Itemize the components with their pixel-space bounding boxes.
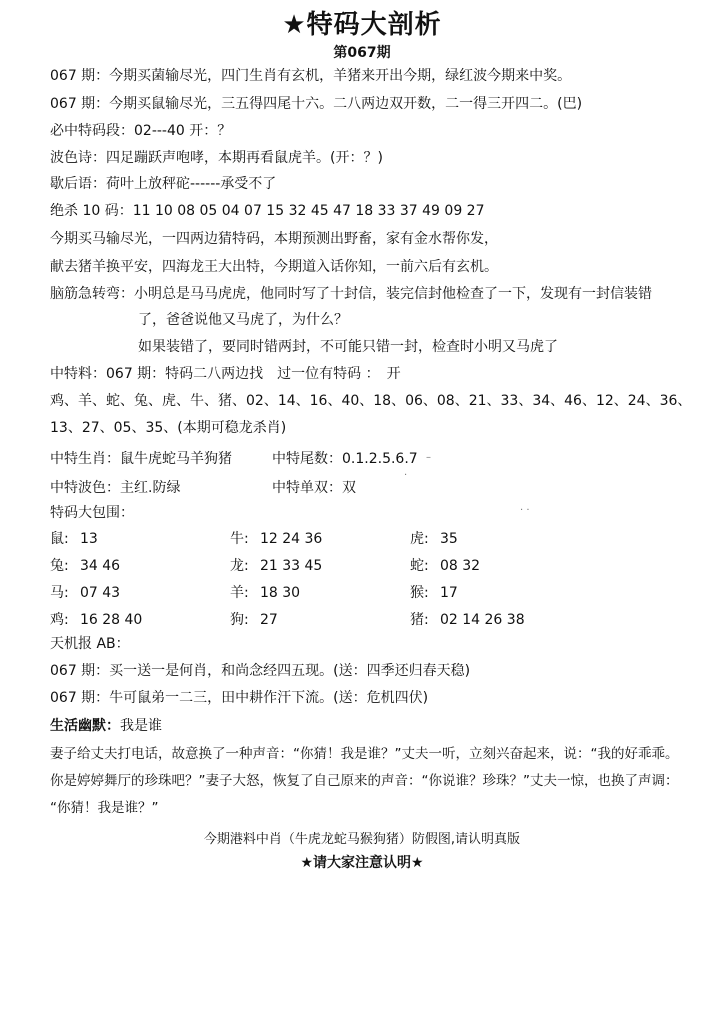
grid-row [50, 551, 610, 578]
humor-heading [50, 716, 162, 736]
wave-color-poem: 波色诗：四足蹦跃声咆哮，本期再看鼠虎羊。(开：？) [50, 150, 383, 166]
grid-cell [230, 555, 410, 575]
grid-cell [410, 555, 590, 575]
zodiac-label: 兔: [50, 557, 69, 574]
grid-cell [230, 609, 410, 629]
recommended-list-2: 13、27、05、35、(本期可稳龙杀肖) [50, 420, 287, 436]
must-win-range: 必中特码段：02---40 开：？ [50, 123, 232, 139]
riddle-question-cont: 了，爸爸说他又马虎了，为什么？ [138, 312, 348, 328]
scan-speck: · [404, 470, 408, 481]
page-title: ★特码大剖析 [282, 10, 442, 40]
zodiac-label: 狗: [230, 611, 249, 628]
humor-text-1: 妻子给丈夫打电话，故意换了一种声音：“你猜！我是谁？”丈夫一听，立刻兴奋起来，说：“我的好乖乖。 [50, 746, 679, 762]
zodiac-label: 牛: [230, 530, 249, 547]
verse-line-2: 067 期：今期买鼠输尽光，三五得四尾十六。二八两边双开数，二一得三开四二。(巴) [50, 96, 583, 112]
zodiac-number-grid [50, 524, 610, 632]
zodiac-label: 马: [50, 584, 69, 601]
poem-line-1: 今期买马输尽光，一四两边猜特码，本期预测出野畜，家有金水帮你发， [50, 231, 498, 247]
proverb-line: 歇后语：荷叶上放秤砣------承受不了 [50, 176, 277, 192]
grid-cell [410, 528, 590, 548]
zodiac-numbers: 35 [440, 530, 458, 547]
grid-cell [50, 582, 230, 602]
grid-cell [50, 555, 230, 575]
humor-title: 我是谁 [120, 718, 162, 734]
poem-line-2: 献去猪羊换平安，四海龙王大出特，今期道入话你知，一前六后有玄机。 [50, 259, 498, 275]
grid-cell [410, 582, 590, 602]
zodiac-label: 鸡: [50, 611, 69, 628]
grid-cell [50, 528, 230, 548]
zodiac-numbers: 07 43 [80, 584, 121, 601]
riddle-question: 脑筋急转弯：小明总是马马虎虎，他同时写了十封信，装完信封他检查了一下，发现有一封信装错 [50, 286, 652, 302]
zodiac-numbers: 34 46 [80, 557, 121, 574]
authenticity-warning: ★请大家注意认明★ [300, 855, 424, 871]
zodiac-label: 虎: [410, 530, 429, 547]
special-zodiacs: 中特生肖：鼠牛虎蛇马羊狗猪 [50, 451, 232, 467]
grid-cell [230, 582, 410, 602]
zodiac-label: 蛇: [410, 557, 429, 574]
grid-row [50, 605, 610, 632]
zodiac-label: 猴: [410, 584, 429, 601]
zodiac-label: 鼠: [50, 530, 69, 547]
scan-speck: · · [520, 505, 530, 516]
riddle-answer: 如果装错了，要同时错两封，不可能只错一封，检查时小明又马虎了 [138, 339, 558, 355]
special-tail-numbers: 中特尾数：0.1.2.5.6.7 [272, 451, 418, 467]
grid-cell [230, 528, 410, 548]
tianji-heading: 天机报 AB： [50, 636, 130, 652]
grid-row [50, 524, 610, 551]
anti-fake-note: 今期港料中肖（牛虎龙蛇马猴狗猪）防假图,请认明真版 [203, 832, 521, 847]
zodiac-numbers: 21 33 45 [260, 557, 323, 574]
special-odd-even: 中特单双：双 [272, 480, 356, 496]
zodiac-label: 龙: [230, 557, 249, 574]
issue-number: 第067期 [333, 45, 391, 61]
tianji-line-2: 067 期：牛可鼠弟一二三，田中耕作汗下流。(送：危机四伏) [50, 690, 429, 706]
zodiac-label: 猪: [410, 611, 429, 628]
scan-speck: – [426, 452, 431, 463]
grid-cell [50, 609, 230, 629]
humor-text-2: 你是婷婷舞厅的珍珠吧？”妻子大怒，恢复了自己原来的声音：“你说谁？珍珠？”丈夫一惊，也换了声调： [50, 773, 679, 789]
verse-line-1: 067 期：今期买菌输尽光，四门生肖有玄机，羊猪来开出今期，绿红波今期来中奖。 [50, 68, 572, 84]
special-wave-color: 中特波色：主红.防绿 [50, 480, 181, 496]
tianji-line-1: 067 期：买一送一是何肖，和尚念经四五现。(送：四季还归春天稳) [50, 663, 471, 679]
zodiac-label: 羊: [230, 584, 249, 601]
zodiac-numbers: 02 14 26 38 [440, 611, 525, 628]
zodiac-numbers: 13 [80, 530, 98, 547]
special-material: 中特料：067 期：特码二八两边找 过一位有特码 ： 开 [50, 366, 401, 382]
big-coverage-heading: 特码大包围： [50, 505, 134, 521]
kill-ten-numbers: 绝杀 10 码：11 10 08 05 04 07 15 32 45 47 18 33 37 49 09 27 [50, 203, 485, 219]
humor-text-3: “你猜！我是谁？” [50, 800, 159, 816]
recommended-list-1: 鸡、羊、蛇、兔、虎、牛、猪、02、14、16、40、18、06、08、21、33、34、46、12、24、36、 [50, 393, 692, 409]
zodiac-numbers: 17 [440, 584, 458, 601]
zodiac-numbers: 18 30 [260, 584, 301, 601]
grid-cell [410, 609, 590, 629]
humor-label: 生活幽默： [50, 718, 120, 734]
zodiac-numbers: 27 [260, 611, 278, 628]
zodiac-numbers: 12 24 36 [260, 530, 323, 547]
grid-row [50, 578, 610, 605]
zodiac-numbers: 16 28 40 [80, 611, 143, 628]
zodiac-numbers: 08 32 [440, 557, 481, 574]
